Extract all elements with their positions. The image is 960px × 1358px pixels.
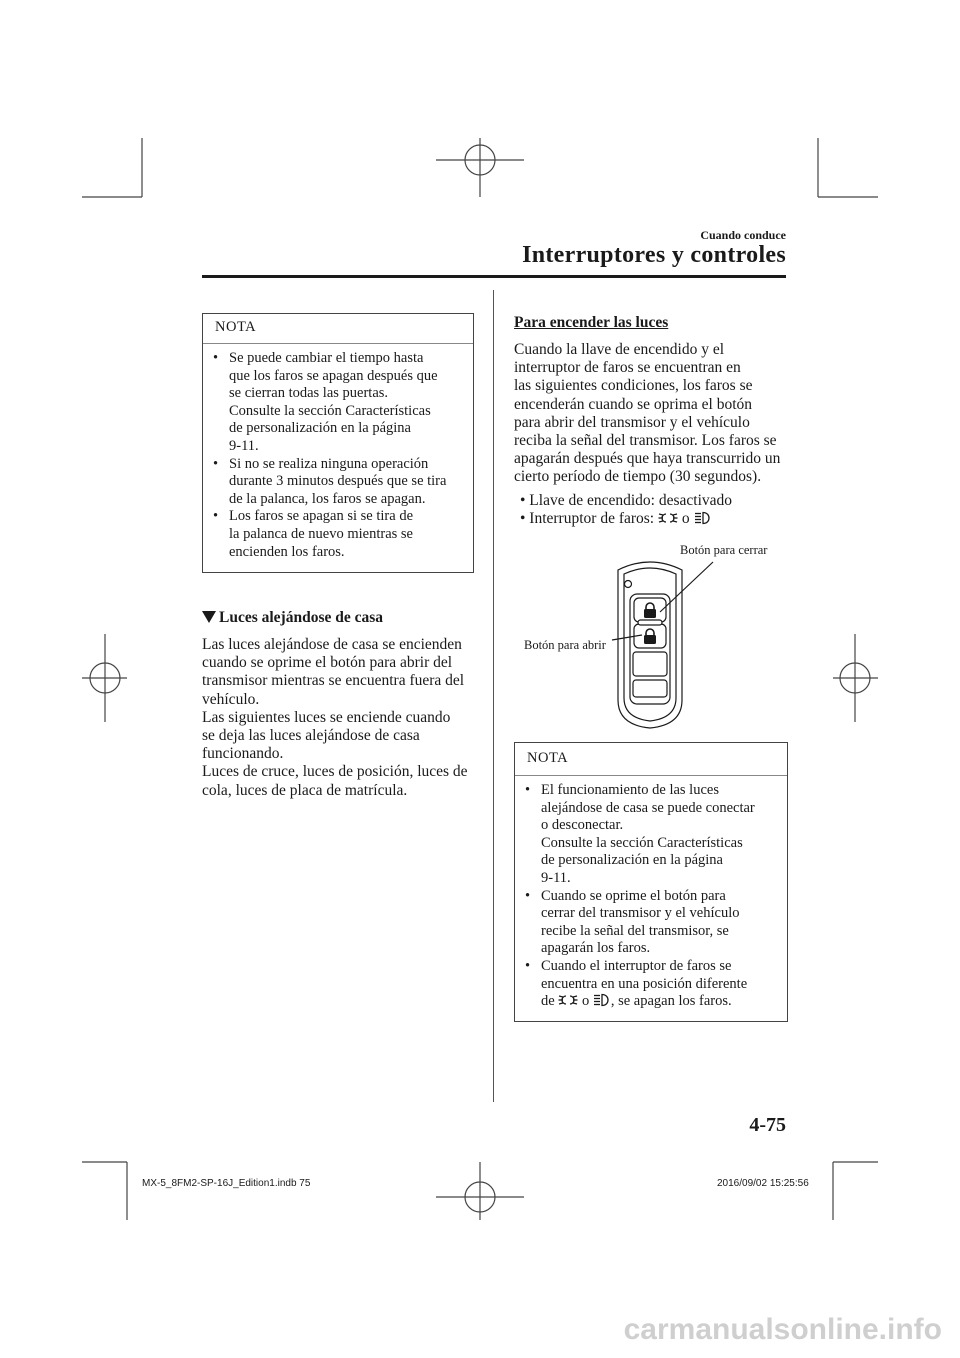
parking-lights-icon [558,993,578,1007]
note-list [203,350,473,561]
luces-body: Las luces alejándose de casa se encienden cuando se oprime el botón para abrir del transmisor mientras se encuentra fuera del vehículo. Las siguientes luces se enciende cuando se deja las luces alejándose de casa funcionando. Luces de cruce, luces de posición, luces de cola, luces de placa de matrícula. [202,636,468,799]
section-label: Cuando conduce [700,228,786,242]
label-lock-button: Botón para cerrar [680,543,768,557]
watermark: carmanualsonline.info [623,1313,942,1346]
note-box-right [514,742,788,1022]
parking-lights-icon [658,511,678,525]
headlights-icon [694,511,712,525]
encender-body: Cuando la llave de encendido y el interruptor de faros se encuentran en las siguientes condiciones, los faros se encenderán cuando se oprima el botón para abrir del transmisor y el vehículo reciba la señal del transmisor. Los faros se apagarán después que haya transcurrido un cierto período de tiempo (30 segundos). [514,341,781,486]
column-divider [493,290,494,1102]
unlock-icon [644,629,656,644]
note-item: • Si no se realiza ninguna operación durante 3 minutos después que se tira de la palanca, los faros se apagan. [213,455,447,507]
condition-headlight-switch: • Interruptor de faros: o [520,510,712,528]
footer-file-name: MX-5_8FM2-SP-16J_Edition1.indb 75 [142,1178,311,1189]
note-divider [203,343,473,344]
note-item: • Cuando el interruptor de faros se encuentra en una posición diferente de o , se apagan los faros. [515,958,787,1011]
condition-ignition: • Llave de encendido: desactivado [520,492,733,509]
note-list [515,782,787,1011]
triangle-marker-icon [202,611,216,623]
note-item-last-line: de o , se apagan los faros. [541,993,732,1010]
headlights-icon [593,993,611,1007]
subsection-heading: Para encender las luces [514,314,669,331]
label-unlock-button: Botón para abrir [524,638,606,652]
lock-icon [644,603,656,618]
header-rule [202,275,786,278]
page-number: 4-75 [749,1114,786,1136]
footer-timestamp: 2016/09/02 15:25:56 [717,1178,809,1189]
note-item: • El funcionamiento de las luces alejándose de casa se puede conectar o desconectar. Consulte la sección Características de personalización en la página 9-11. [525,782,755,886]
page-title: Interruptores y controles [522,242,786,268]
note-title: NOTA [527,750,569,766]
note-item: • Se puede cambiar el tiempo hasta que los faros se apagan después que se cierran todas las puertas. Consulte la sección Características de personalización en la página 9-11. [213,350,438,454]
section-heading: Luces alejándose de casa [202,609,383,627]
note-item: • Cuando se oprime el botón para cerrar del transmisor y el vehículo recibe la señal del transmisor, se apagarán los faros. [525,887,740,957]
note-title: NOTA [215,319,257,335]
note-box-left [202,313,474,573]
note-item: • Los faros se apagan si se tira de la palanca de nuevo mientras se encienden los faros. [213,508,414,560]
note-divider [515,775,787,776]
